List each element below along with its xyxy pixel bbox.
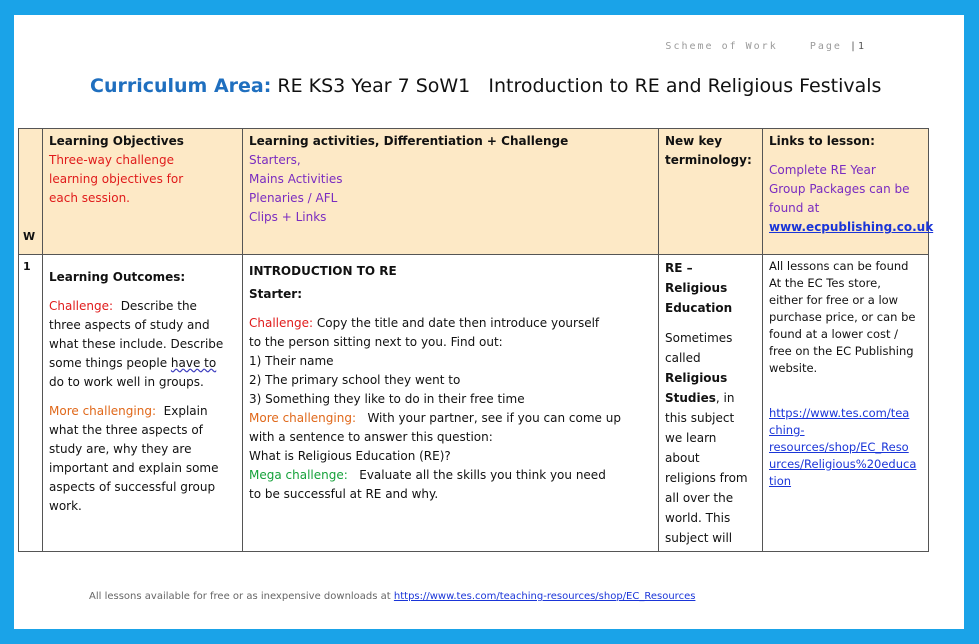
links-header-line: Group Packages can be xyxy=(769,182,910,196)
links-text: free on the EC Publishing xyxy=(769,344,914,358)
objectives-header-line: each session. xyxy=(49,191,130,205)
outcomes-challenge-line: do to work well in groups. xyxy=(49,375,204,389)
ecpublishing-link[interactable]: www.ecpublishing.co.uk xyxy=(769,220,934,234)
outcomes-more-line: aspects of successful group xyxy=(49,480,216,494)
table-row xyxy=(19,255,929,552)
tes-link-line[interactable]: resources/shop/EC_Reso xyxy=(769,440,909,454)
activities-heading: INTRODUCTION TO RE xyxy=(249,264,397,278)
term-desc: about xyxy=(665,451,700,465)
activities-line: What is Religious Education (RE)? xyxy=(249,449,451,463)
page-footer xyxy=(89,591,695,602)
tes-link-line[interactable]: tion xyxy=(769,474,792,488)
terminology-header-title: terminology: xyxy=(665,153,752,167)
links-text: found at a lower cost / xyxy=(769,327,899,341)
outcomes-challenge-line: some things people xyxy=(49,356,171,370)
activities-line: to be successful at RE and why. xyxy=(249,487,439,501)
page-header xyxy=(665,41,866,52)
activities-challenge-text: Copy the title and date then introduce yourself xyxy=(316,316,600,330)
week-header-label: W xyxy=(23,230,36,243)
curriculum-title-text: RE KS3 Year 7 SoW1 Introduction to RE and Religious Festivals xyxy=(277,75,882,97)
outcomes-challenge-word: have to xyxy=(170,356,217,370)
activities-more-label: More challenging: xyxy=(249,411,356,425)
objectives-header-title: Learning Objectives xyxy=(49,134,184,148)
header-page-word: Page xyxy=(809,41,842,52)
outcomes-title: Learning Outcomes: xyxy=(49,270,186,284)
tes-link-line[interactable]: urces/Religious%20educa xyxy=(769,457,917,471)
term-desc: all over the xyxy=(665,491,734,505)
page-title xyxy=(90,75,881,97)
outcomes-challenge-line: what these include. Describe xyxy=(49,337,224,351)
term-desc: called xyxy=(665,351,701,365)
links-text: At the EC Tes store, xyxy=(769,276,881,290)
activities-line: to the person sitting next to you. Find out: xyxy=(249,335,503,349)
term-desc: this subject xyxy=(665,411,735,425)
links-text: purchase price, or can be xyxy=(769,310,916,324)
footer-text: All lessons available for free or as inexpensive downloads at xyxy=(89,591,394,602)
curriculum-area-label: Curriculum Area: xyxy=(90,75,272,97)
term-desc: world. This xyxy=(665,511,731,525)
tes-link-line[interactable]: ching- xyxy=(769,423,805,437)
links-header-cell xyxy=(763,129,934,255)
activities-item: 3) Something they like to do in their free time xyxy=(249,392,525,406)
activities-header-line: Mains Activities xyxy=(249,172,343,186)
objectives-header-cell xyxy=(43,129,243,255)
activities-header-line: Starters, xyxy=(249,153,301,167)
activities-cell xyxy=(243,255,659,552)
activities-challenge-label: Challenge: xyxy=(249,316,314,330)
links-header-line: Complete RE Year xyxy=(769,163,876,177)
outcomes-challenge-line: Describe the xyxy=(120,299,197,313)
tes-religious-education-link[interactable] xyxy=(769,405,922,490)
outcomes-more-line: work. xyxy=(49,499,82,513)
activities-more-text: With your partner, see if you can come up xyxy=(367,411,621,425)
term-desc: we learn xyxy=(665,431,717,445)
links-text: All lessons can be found xyxy=(769,259,909,273)
outcomes-cell xyxy=(43,255,243,552)
terminology-header-title: New key xyxy=(665,134,723,148)
objectives-header-line: Three-way challenge xyxy=(49,153,174,167)
links-text: either for free or a low xyxy=(769,293,899,307)
activities-item: 1) Their name xyxy=(249,354,334,368)
outcomes-more-line: study are, why they are xyxy=(49,442,192,456)
table-header-row xyxy=(19,129,929,255)
activities-header-line: Plenaries / AFL xyxy=(249,191,338,205)
links-text: website. xyxy=(769,361,818,375)
activities-header-cell xyxy=(243,129,659,255)
scheme-table xyxy=(18,128,934,552)
links-header-line: found at xyxy=(769,201,820,215)
activities-line: with a sentence to answer this question: xyxy=(249,430,493,444)
terminology-header-cell xyxy=(659,129,763,255)
header-scheme: Scheme of Work xyxy=(665,41,778,52)
activities-starter: Starter: xyxy=(249,287,302,301)
outcomes-challenge-label: Challenge: xyxy=(49,299,114,313)
links-header-title: Links to lesson: xyxy=(769,134,875,148)
activities-item: 2) The primary school they went to xyxy=(249,373,461,387)
tes-link-line[interactable]: https://www.tes.com/tea xyxy=(769,406,910,420)
term-after-bold: , in xyxy=(715,391,735,405)
activities-header-title: Learning activities, Differentiation + Challenge xyxy=(249,134,569,148)
outcomes-challenge-line: three aspects of study and xyxy=(49,318,210,332)
week-number-cell xyxy=(19,255,43,552)
links-cell xyxy=(763,255,929,552)
week-header-cell xyxy=(19,129,43,255)
terminology-cell xyxy=(659,255,763,552)
term-title: RE – Religious xyxy=(665,261,728,295)
outcomes-more-line: Explain xyxy=(163,404,208,418)
footer-link[interactable]: https://www.tes.com/teaching-resources/shop/EC_Resources xyxy=(393,591,696,602)
outcomes-more-line: important and explain some xyxy=(49,461,219,475)
week-number: 1 xyxy=(23,260,31,273)
term-title: Education xyxy=(665,301,733,315)
objectives-header-line: learning objectives for xyxy=(49,172,184,186)
activities-mega-label: Mega challenge: xyxy=(249,468,348,482)
outcomes-more-line: what the three aspects of xyxy=(49,423,203,437)
term-desc: Sometimes xyxy=(665,331,733,345)
term-desc: subject will xyxy=(665,531,733,545)
header-page-number: 1 xyxy=(857,41,866,52)
header-page-sep: | xyxy=(849,41,858,52)
term-bold: Religious xyxy=(665,371,728,385)
activities-header-line: Clips + Links xyxy=(249,210,327,224)
activities-mega-text: Evaluate all the skills you think you need xyxy=(359,468,606,482)
outcomes-more-label: More challenging: xyxy=(49,404,156,418)
term-desc: religions from xyxy=(665,471,748,485)
term-bold: Studies xyxy=(665,391,716,405)
